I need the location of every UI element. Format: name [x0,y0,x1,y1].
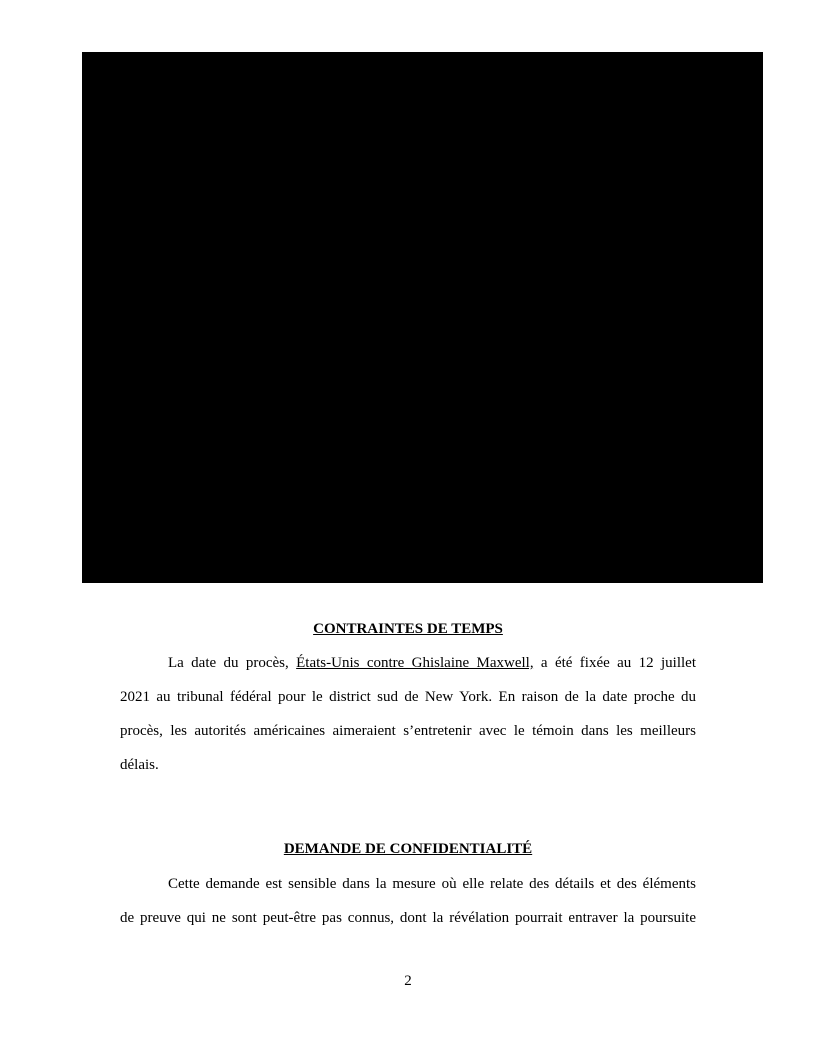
section-heading-time-constraints: CONTRAINTES DE TEMPS [313,621,503,637]
case-name: États-Unis contre Ghislaine Maxwell, [296,655,534,671]
paragraph-line: 2021 au tribunal fédéral pour le district sud de New York. En raison de la date proche du [120,689,696,705]
paragraph-line: procès, les autorités américaines aimeraient s’entretenir avec le témoin dans les meilleurs [120,723,696,739]
section-heading-confidentiality: DEMANDE DE CONFIDENTIALITÉ [283,841,533,857]
paragraph-line: délais. [120,757,159,773]
redaction-block [82,52,763,583]
paragraph-line [120,646,696,680]
paragraph-text: La date du procès, [168,655,297,671]
paragraph-text: a été fixée au 12 juillet [533,655,696,671]
paragraph-line: Cette demande est sensible dans la mesure où elle relate des détails et des éléments [168,876,696,892]
paragraph-confidentiality [120,867,696,935]
paragraph-line: de preuve qui ne sont peut-être pas connus, dont la révélation pourrait entraver la poursuite [120,910,696,926]
paragraph-time-constraints [120,646,696,782]
page-number: 2 [404,973,412,989]
